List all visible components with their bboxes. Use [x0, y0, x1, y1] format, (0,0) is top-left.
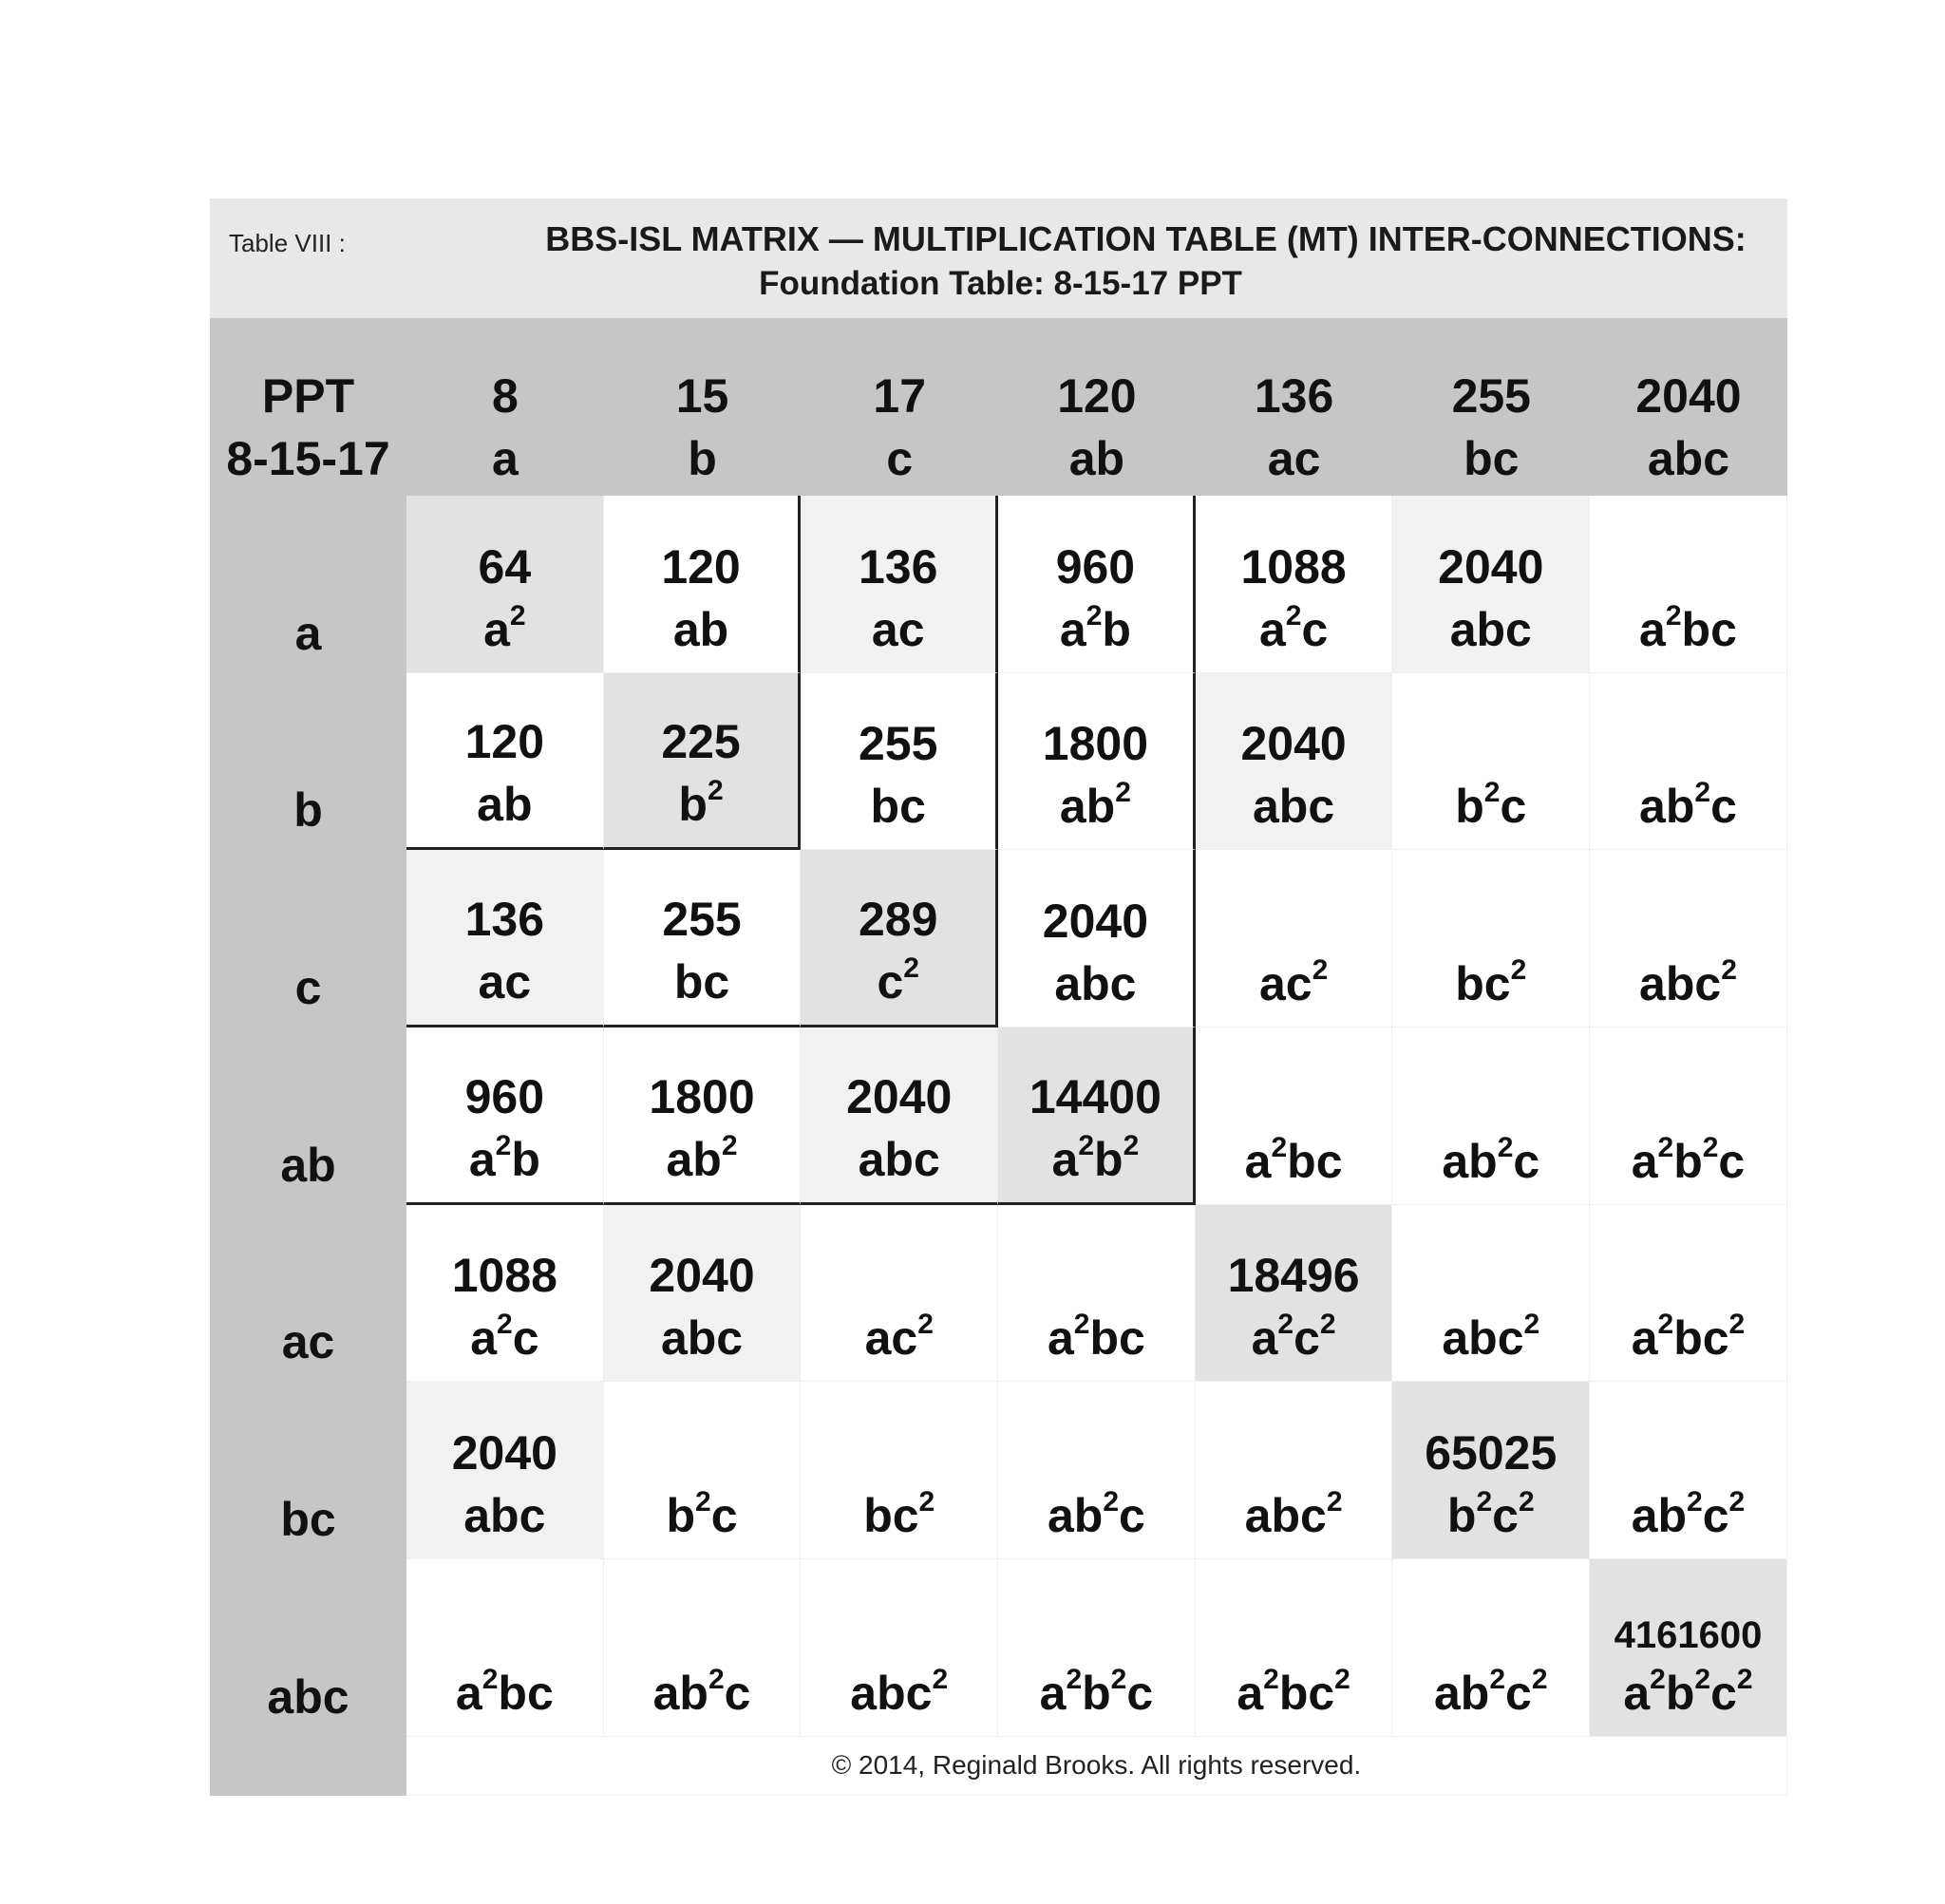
matrix-cell	[604, 850, 802, 1027]
cell-value: 18496	[1227, 1249, 1360, 1303]
expression-part: b	[1665, 1666, 1695, 1720]
row-label: c	[294, 961, 322, 1015]
expression-part: ab	[477, 778, 533, 832]
expression-part: a	[1047, 1311, 1074, 1366]
expression-part: ac	[1258, 957, 1312, 1011]
footer-spacer	[210, 1737, 406, 1796]
expression-part: bc	[870, 780, 926, 834]
exponent: 2	[1123, 1129, 1140, 1161]
column-value: 255	[1451, 369, 1531, 423]
cell-value: 14400	[1029, 1069, 1161, 1123]
cell-value: 120	[464, 715, 545, 769]
exponent: 2	[1665, 599, 1682, 632]
expression-part: ac	[478, 955, 532, 1009]
expression-part: a	[1244, 1134, 1272, 1188]
cell-expression	[1442, 1307, 1539, 1369]
exponent: 2	[1483, 777, 1501, 809]
expression-part: c	[1718, 1134, 1746, 1188]
matrix-cell	[801, 1205, 998, 1383]
exponent: 2	[1702, 1131, 1719, 1163]
exponent: 2	[1510, 954, 1527, 987]
cell-value: 64	[478, 539, 532, 594]
exponent: 2	[1531, 1663, 1548, 1695]
cell-expression	[1252, 1307, 1336, 1369]
cell-expression	[1639, 952, 1737, 1015]
cell-expression	[871, 775, 926, 838]
cell-expression	[1054, 952, 1136, 1015]
matrix-cell	[406, 1382, 604, 1559]
matrix-cell	[801, 496, 998, 673]
expression-part: bc	[1455, 957, 1511, 1011]
cell-value: 225	[661, 715, 741, 769]
matrix-cell	[801, 850, 998, 1027]
expression-part: bc	[1681, 602, 1737, 656]
expression-part: ab	[1631, 1489, 1688, 1543]
cell-value: 2040	[846, 1069, 953, 1123]
cell-value: 136	[464, 893, 545, 947]
exponent: 2	[1728, 1486, 1746, 1518]
matrix-cell	[406, 850, 604, 1027]
exponent: 2	[1687, 1486, 1703, 1518]
matrix-cell	[1392, 1382, 1590, 1559]
exponent: 2	[708, 1663, 725, 1695]
cell-expression	[1450, 598, 1532, 661]
cell-expression	[456, 1662, 554, 1725]
expression-part: ab	[1442, 1134, 1498, 1188]
exponent: 2	[1518, 1486, 1535, 1518]
expression-part: bc	[863, 1489, 919, 1543]
cell-value: 255	[859, 717, 938, 771]
expression-part: bc	[673, 955, 730, 1009]
column-header	[801, 318, 998, 496]
cell-expression	[1623, 1662, 1752, 1725]
expression-part: a	[1051, 1132, 1079, 1186]
column-value: 8	[491, 369, 519, 423]
column-label: bc	[1463, 432, 1520, 485]
corner-line2: 8-15-17	[226, 432, 390, 485]
matrix-cell	[406, 673, 604, 851]
matrix-cell	[801, 1559, 998, 1737]
expression-part: bc	[1089, 1311, 1145, 1366]
column-value: 120	[1057, 369, 1137, 423]
matrix-cell	[1392, 1205, 1590, 1383]
exponent: 2	[1721, 954, 1737, 987]
column-header	[1590, 318, 1787, 496]
cell-value: 2040	[1042, 895, 1149, 949]
matrix-cell	[1196, 1027, 1393, 1205]
cell-expression	[1434, 1662, 1548, 1725]
cell-expression	[1639, 775, 1737, 838]
expression-part: a	[483, 602, 510, 656]
matrix-cell	[1590, 496, 1787, 673]
exponent: 2	[1078, 1129, 1095, 1161]
matrix-cell	[604, 496, 802, 673]
cell-expression	[469, 1128, 540, 1191]
exponent: 2	[1523, 1309, 1540, 1341]
cell-expression	[1060, 598, 1131, 661]
exponent: 2	[932, 1663, 949, 1695]
cell-value: 2040	[1240, 717, 1347, 771]
exponent: 2	[1263, 1663, 1279, 1695]
cell-expression	[1632, 1307, 1746, 1369]
expression-part: abc	[1253, 780, 1335, 834]
cell-expression	[1245, 1484, 1343, 1547]
matrix-cell	[1392, 850, 1590, 1027]
exponent: 2	[1657, 1309, 1674, 1341]
exponent: 2	[1319, 1309, 1336, 1341]
exponent: 2	[917, 1309, 934, 1341]
cell-expression	[1442, 1130, 1539, 1193]
expression-part: a	[1258, 602, 1286, 656]
cell-value: 289	[859, 893, 938, 947]
matrix-cell	[604, 1027, 802, 1205]
exponent: 2	[1694, 777, 1711, 809]
row-header	[210, 1559, 406, 1737]
row-label: abc	[267, 1669, 349, 1724]
expression-part: c	[1710, 1666, 1737, 1720]
cell-expression	[859, 1128, 940, 1191]
cell-expression	[1259, 598, 1328, 661]
exponent: 2	[1497, 1131, 1514, 1163]
cell-expression	[661, 1307, 743, 1369]
column-label: ac	[1267, 432, 1321, 485]
exponent: 2	[1103, 1486, 1120, 1518]
cell-expression	[1259, 952, 1328, 1015]
expression-part: c	[1702, 1489, 1729, 1543]
column-header	[998, 318, 1196, 496]
exponent: 2	[1694, 1663, 1711, 1695]
corner-header	[210, 318, 406, 496]
expression-part: c	[724, 1666, 751, 1720]
expression-part: b	[1455, 780, 1484, 834]
expression-part: b	[1082, 1666, 1111, 1720]
cell-expression	[1245, 1130, 1343, 1193]
cell-expression	[479, 951, 532, 1013]
matrix-cell	[801, 1382, 998, 1559]
row-header	[210, 1027, 406, 1205]
expression-part: ab	[672, 602, 729, 656]
matrix-cell	[998, 673, 1196, 851]
expression-part: abc	[1244, 1489, 1327, 1543]
cell-expression	[477, 773, 532, 836]
expression-part: ab	[1434, 1666, 1490, 1720]
expression-part: c	[512, 1311, 539, 1366]
expression-part: c	[1294, 1311, 1320, 1366]
matrix-cell	[1590, 1382, 1787, 1559]
column-value: 17	[873, 369, 927, 423]
cell-value: 65025	[1425, 1426, 1558, 1480]
matrix-cell	[1196, 1205, 1393, 1383]
matrix-cell	[998, 1205, 1196, 1383]
matrix-cell	[998, 850, 1196, 1027]
cell-value: 4161600	[1614, 1613, 1763, 1656]
expression-part: bc	[1673, 1311, 1729, 1366]
exponent: 2	[918, 1486, 935, 1518]
exponent: 2	[1736, 1663, 1753, 1695]
matrix-cell	[998, 1382, 1196, 1559]
matrix-cell	[1392, 1027, 1590, 1205]
table-subtitle: Foundation Table: 8-15-17 PPT	[759, 265, 1242, 302]
expression-part: a	[470, 1311, 497, 1366]
cell-expression	[1253, 775, 1334, 838]
multiplication-matrix	[210, 318, 1787, 1796]
cell-value: 255	[662, 893, 742, 947]
exponent: 2	[721, 1129, 738, 1161]
cell-expression	[673, 598, 728, 661]
expression-part: a	[1039, 1666, 1067, 1720]
cell-expression	[667, 1128, 738, 1191]
exponent: 2	[1334, 1663, 1350, 1695]
cell-expression	[865, 1307, 934, 1369]
row-header	[210, 1382, 406, 1559]
column-header	[1196, 318, 1393, 496]
cell-value: 136	[859, 539, 938, 594]
matrix-cell	[1590, 673, 1787, 851]
exponent: 2	[497, 1309, 513, 1341]
expression-part: ac	[864, 1311, 918, 1366]
cell-expression	[667, 1484, 738, 1547]
cell-expression	[1447, 1484, 1535, 1547]
column-label: c	[886, 432, 914, 485]
cell-value: 960	[464, 1069, 545, 1123]
cell-value: 2040	[451, 1426, 557, 1480]
matrix-cell	[1392, 673, 1590, 851]
expression-part: c	[1500, 780, 1527, 834]
expression-part: ab	[1047, 1489, 1104, 1543]
expression-part: ab	[666, 1132, 722, 1186]
matrix-cell	[998, 1559, 1196, 1737]
exponent: 2	[1657, 1131, 1674, 1163]
cell-value: 1088	[451, 1249, 557, 1303]
row-label: a	[294, 606, 322, 660]
cell-expression	[1048, 1484, 1145, 1547]
exponent: 2	[1326, 1486, 1343, 1518]
expression-part: b	[666, 1489, 696, 1543]
expression-part: b	[1102, 602, 1131, 656]
matrix-cell	[406, 1205, 604, 1383]
matrix-cell	[998, 496, 1196, 673]
matrix-cell	[1196, 1559, 1393, 1737]
expression-part: b	[511, 1132, 540, 1186]
expression-part: c	[1492, 1489, 1519, 1543]
expression-part: bc	[1287, 1134, 1343, 1188]
expression-part: a	[1623, 1666, 1651, 1720]
cell-expression	[678, 773, 723, 836]
matrix-cell	[998, 1027, 1196, 1205]
cell-expression	[1632, 1484, 1746, 1547]
matrix-cell	[1590, 1559, 1787, 1737]
cell-value: 1800	[1042, 717, 1149, 771]
cell-value: 120	[661, 539, 741, 594]
exponent: 2	[482, 1663, 499, 1695]
row-header	[210, 496, 406, 673]
matrix-cell	[1196, 496, 1393, 673]
matrix-cell	[604, 673, 802, 851]
matrix-cell	[1590, 1205, 1787, 1383]
cell-expression	[653, 1662, 751, 1725]
matrix-cell	[604, 1559, 802, 1737]
expression-part: a	[1631, 1311, 1658, 1366]
exponent: 2	[1073, 1309, 1090, 1341]
table-label: Table VIII :	[229, 229, 346, 257]
matrix-cell	[1196, 850, 1393, 1027]
column-header	[1392, 318, 1590, 496]
exponent: 2	[1312, 954, 1329, 987]
expression-part: abc	[1442, 1311, 1524, 1366]
cell-expression	[1639, 598, 1737, 661]
column-value: 2040	[1635, 369, 1742, 423]
exponent: 2	[1476, 1486, 1493, 1518]
cell-expression	[483, 598, 526, 661]
matrix-cell	[801, 673, 998, 851]
expression-part: abc	[858, 1132, 940, 1186]
column-label: a	[491, 432, 519, 485]
expression-part: a	[1251, 1311, 1278, 1366]
expression-part: ab	[652, 1666, 708, 1720]
exponent: 2	[1066, 1663, 1083, 1695]
row-label: ac	[281, 1315, 335, 1369]
cell-expression	[1237, 1662, 1350, 1725]
cell-expression	[1455, 952, 1526, 1015]
expression-part: a	[468, 1132, 496, 1186]
expression-part: a	[1631, 1134, 1658, 1188]
exponent: 2	[1086, 599, 1103, 632]
expression-part: a	[1059, 602, 1086, 656]
table-title: BBS-ISL MATRIX — MULTIPLICATION TABLE (MT) INTER-CONNECTIONS:	[545, 219, 1747, 258]
expression-part: a	[1237, 1666, 1264, 1720]
matrix-cell	[406, 496, 604, 673]
cell-value: 2040	[649, 1249, 755, 1303]
exponent: 2	[903, 952, 919, 985]
column-header	[406, 318, 604, 496]
expression-part: b	[1094, 1132, 1124, 1186]
column-value: 15	[675, 369, 729, 423]
expression-part: b	[1446, 1489, 1477, 1543]
expression-part: c	[1513, 1134, 1540, 1188]
row-label: b	[293, 783, 323, 838]
cell-value: 960	[1055, 539, 1136, 594]
cell-expression	[470, 1307, 538, 1369]
exponent: 2	[495, 1129, 512, 1161]
cell-expression	[674, 951, 729, 1013]
cell-expression	[463, 1484, 545, 1547]
expression-part: b	[1673, 1134, 1703, 1188]
expression-part: abc	[660, 1311, 744, 1366]
cell-expression	[850, 1662, 948, 1725]
column-header	[604, 318, 802, 496]
expression-part: abc	[1639, 957, 1722, 1011]
document	[210, 198, 1787, 1796]
matrix-cell	[801, 1027, 998, 1205]
expression-part: bc	[1278, 1666, 1335, 1720]
expression-part: a	[455, 1666, 482, 1720]
column-label: abc	[1647, 432, 1730, 485]
cell-expression	[1455, 775, 1526, 838]
corner-line1: PPT	[261, 369, 355, 423]
exponent: 2	[1277, 1309, 1294, 1341]
row-header	[210, 850, 406, 1027]
cell-expression	[877, 951, 919, 1013]
row-header	[210, 673, 406, 851]
expression-part: c	[877, 955, 904, 1009]
cell-expression	[1052, 1128, 1140, 1191]
exponent: 2	[695, 1486, 711, 1518]
exponent: 2	[509, 599, 526, 632]
matrix-cell	[406, 1559, 604, 1737]
row-label: ab	[280, 1138, 336, 1192]
column-label: ab	[1068, 432, 1125, 485]
exponent: 2	[1285, 599, 1302, 632]
expression-part: c	[1119, 1489, 1145, 1543]
column-label: b	[688, 432, 717, 485]
exponent: 2	[707, 775, 724, 807]
expression-part: abc	[1449, 602, 1532, 656]
column-value: 136	[1254, 369, 1334, 423]
expression-part: c	[1301, 602, 1329, 656]
cell-expression	[872, 598, 925, 661]
cell-expression	[1040, 1662, 1154, 1725]
expression-part: abc	[463, 1489, 546, 1543]
cell-value: 1088	[1240, 539, 1347, 594]
exponent: 2	[1115, 777, 1131, 809]
cell-expression	[1060, 775, 1131, 838]
expression-part: abc	[1054, 957, 1137, 1011]
expression-part: a	[1639, 602, 1666, 656]
exponent: 2	[1110, 1663, 1127, 1695]
expression-part: ab	[1639, 780, 1695, 834]
cell-value: 1800	[649, 1069, 755, 1123]
row-label: bc	[280, 1493, 336, 1547]
matrix-cell	[1590, 1027, 1787, 1205]
expression-part: c	[710, 1489, 738, 1543]
cell-value: 2040	[1438, 539, 1544, 594]
expression-part: b	[678, 778, 708, 832]
exponent: 2	[1489, 1663, 1506, 1695]
matrix-cell	[604, 1382, 802, 1559]
exponent: 2	[1271, 1131, 1288, 1163]
expression-part: bc	[498, 1666, 554, 1720]
matrix-cell	[406, 1027, 604, 1205]
cell-expression	[863, 1484, 935, 1547]
expression-part: c	[1710, 780, 1737, 834]
row-header	[210, 1205, 406, 1383]
expression-part: abc	[850, 1666, 933, 1720]
exponent: 2	[1650, 1663, 1666, 1695]
expression-part: ac	[871, 602, 925, 656]
expression-part: c	[1505, 1666, 1532, 1720]
cell-expression	[1048, 1307, 1145, 1369]
matrix-cell	[604, 1205, 802, 1383]
exponent: 2	[1728, 1309, 1746, 1341]
title-band	[210, 198, 1787, 318]
expression-part: c	[1126, 1666, 1154, 1720]
expression-part: ab	[1059, 780, 1116, 834]
cell-expression	[1632, 1130, 1746, 1193]
matrix-cell	[1590, 850, 1787, 1027]
matrix-cell	[1196, 673, 1393, 851]
matrix-cell	[1392, 496, 1590, 673]
copyright-footer: © 2014, Reginald Brooks. All rights reserved.	[406, 1737, 1787, 1796]
matrix-cell	[1392, 1559, 1590, 1737]
matrix-cell	[1196, 1382, 1393, 1559]
